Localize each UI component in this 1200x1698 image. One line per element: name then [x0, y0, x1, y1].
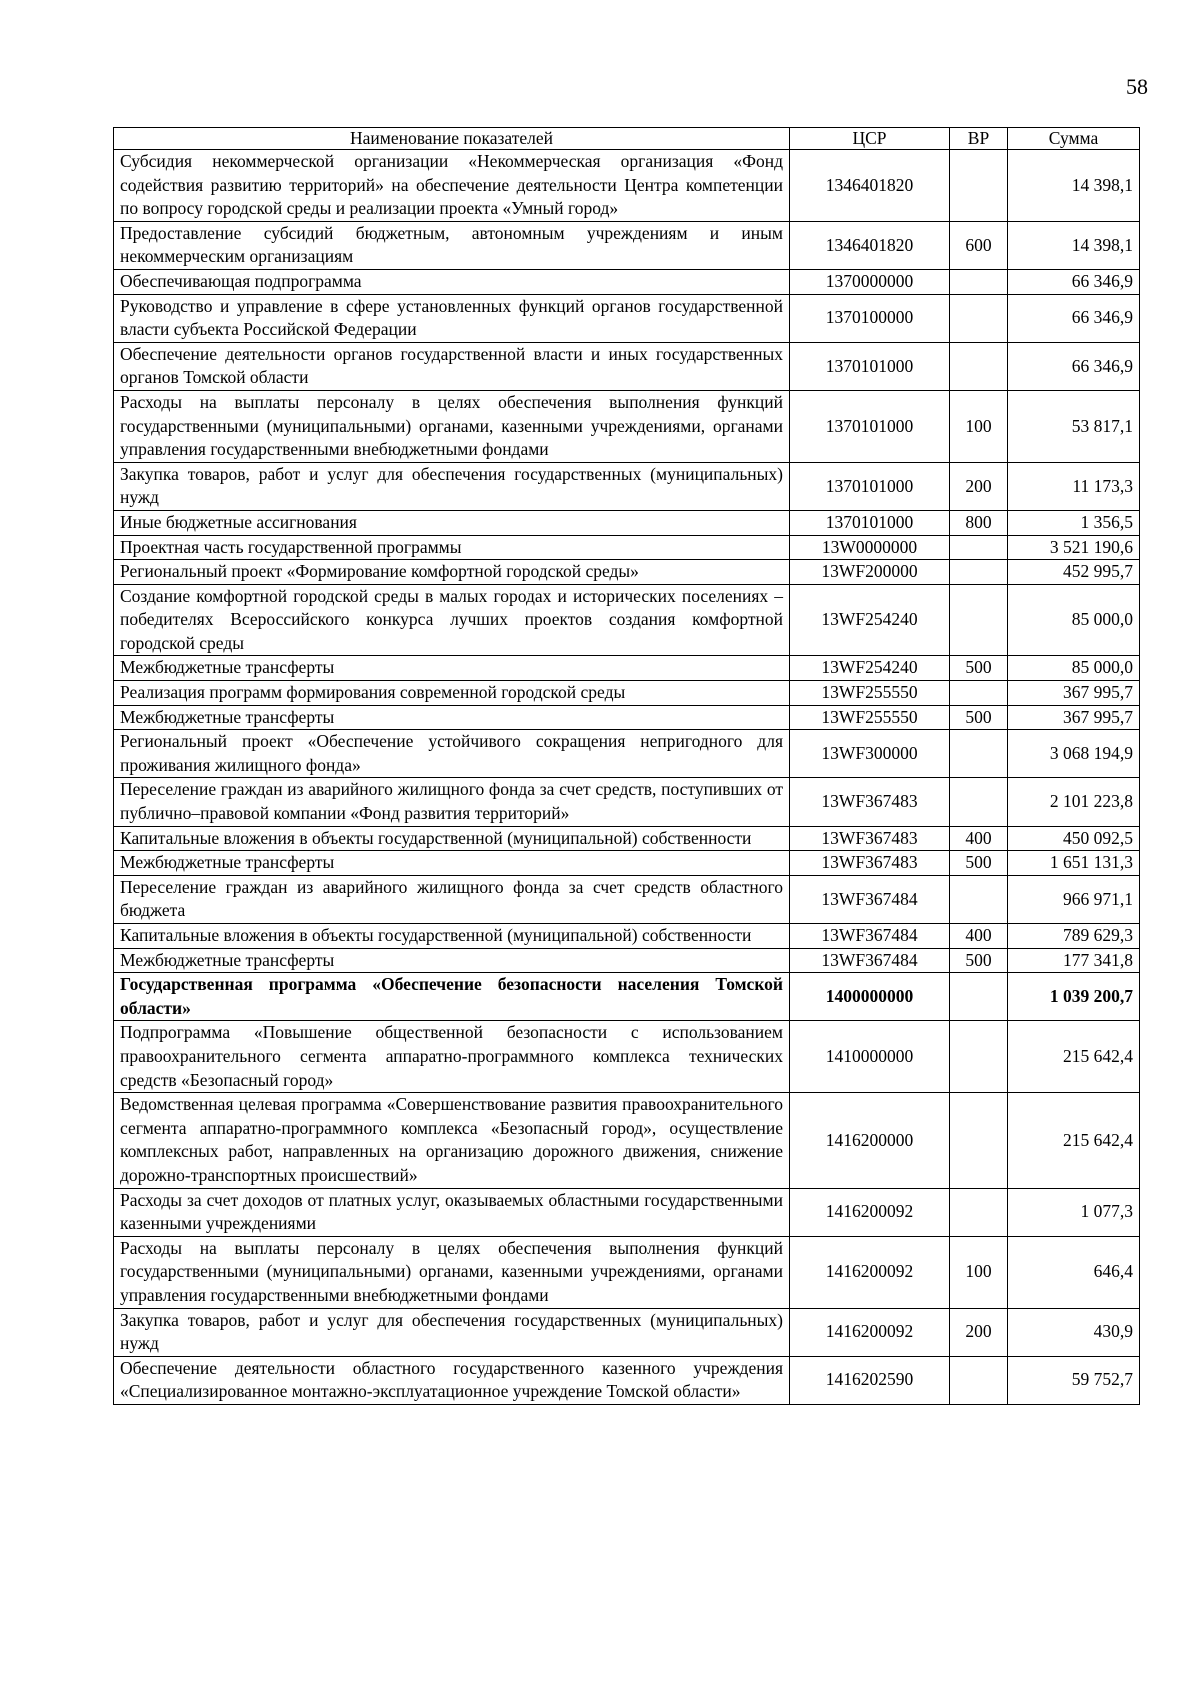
row-name: Предоставление субсидий бюджетным, автономным учреждениям и иным некоммерческим организациям: [114, 221, 790, 269]
row-name: Расходы на выплаты персоналу в целях обеспечения выполнения функций государственными (муниципальными) органами, казенными учреждениями, органами управления государственными внебюджетными фондами: [114, 1236, 790, 1308]
row-csr: 13WF367483: [790, 826, 950, 851]
row-name: Иные бюджетные ассигнования: [114, 510, 790, 535]
row-sum: 85 000,0: [1008, 584, 1140, 656]
row-sum: 789 629,3: [1008, 924, 1140, 949]
row-sum: 430,9: [1008, 1308, 1140, 1356]
row-vr: [950, 730, 1008, 778]
row-csr: 1370101000: [790, 510, 950, 535]
row-vr: [950, 778, 1008, 826]
row-csr: 1370000000: [790, 269, 950, 294]
table-row: [114, 510, 1140, 535]
row-name: Закупка товаров, работ и услуг для обеспечения государственных (муниципальных) нужд: [114, 462, 790, 510]
table-row: [114, 1021, 1140, 1093]
row-vr: 400: [950, 924, 1008, 949]
row-sum: 966 971,1: [1008, 875, 1140, 923]
row-sum: 177 341,8: [1008, 948, 1140, 973]
row-csr: 1370101000: [790, 462, 950, 510]
row-name: Расходы на выплаты персоналу в целях обеспечения выполнения функций государственными (муниципальными) органами, казенными учреждениями, органами управления государственными внебюджетными фондами: [114, 390, 790, 462]
table-row: [114, 1093, 1140, 1188]
row-sum: 14 398,1: [1008, 221, 1140, 269]
row-sum: 646,4: [1008, 1236, 1140, 1308]
row-sum: 59 752,7: [1008, 1356, 1140, 1404]
row-csr: 1346401820: [790, 221, 950, 269]
table-row: [114, 560, 1140, 585]
page-number: 58: [1126, 74, 1148, 99]
table-body: [114, 150, 1140, 1405]
row-sum: 3 521 190,6: [1008, 535, 1140, 560]
row-csr: 1416200000: [790, 1093, 950, 1188]
row-csr: 1370101000: [790, 390, 950, 462]
row-csr: 13WF254240: [790, 656, 950, 681]
row-name: Межбюджетные трансферты: [114, 948, 790, 973]
row-name: Подпрограмма «Повышение общественной безопасности с использованием правоохранительного сегмента аппаратно-программного комплекса технических средств «Безопасный город»: [114, 1021, 790, 1093]
row-vr: [950, 342, 1008, 390]
header-sum: Сумма: [1008, 128, 1140, 150]
table-row: [114, 778, 1140, 826]
row-name: Закупка товаров, работ и услуг для обеспечения государственных (муниципальных) нужд: [114, 1308, 790, 1356]
row-vr: 500: [950, 851, 1008, 876]
row-sum: 66 346,9: [1008, 269, 1140, 294]
row-csr: 13WF254240: [790, 584, 950, 656]
table-row: [114, 584, 1140, 656]
table-row: [114, 150, 1140, 222]
row-vr: [950, 560, 1008, 585]
table-row: [114, 851, 1140, 876]
row-vr: [950, 973, 1008, 1021]
row-name: Переселение граждан из аварийного жилищного фонда за счет средств, поступивших от публично–правовой компании «Фонд развития территорий»: [114, 778, 790, 826]
table-header-row: [114, 128, 1140, 150]
row-vr: [950, 1356, 1008, 1404]
row-vr: 100: [950, 1236, 1008, 1308]
header-name: Наименование показателей: [114, 128, 790, 150]
row-csr: 13WF367484: [790, 875, 950, 923]
row-name: Ведомственная целевая программа «Совершенствование развития правоохранительного сегмента аппаратно-программного комплекса «Безопасный город», осуществление комплексных работ, направленных на организацию дорожного движения, снижение дорожно-транспортных происшествий»: [114, 1093, 790, 1188]
table-row: [114, 705, 1140, 730]
table-row: [114, 948, 1140, 973]
row-name: Капитальные вложения в объекты государственной (муниципальной) собственности: [114, 826, 790, 851]
header-csr: ЦСР: [790, 128, 950, 150]
row-name: Обеспечение деятельности органов государственной власти и иных государственных органов Томской области: [114, 342, 790, 390]
row-name: Переселение граждан из аварийного жилищного фонда за счет средств областного бюджета: [114, 875, 790, 923]
row-name: Реализация программ формирования современной городской среды: [114, 681, 790, 706]
row-sum: 367 995,7: [1008, 681, 1140, 706]
row-sum: 1 077,3: [1008, 1188, 1140, 1236]
row-vr: [950, 269, 1008, 294]
row-name: Субсидия некоммерческой организации «Некоммерческая организация «Фонд содействия развитию территорий» на обеспечение деятельности Центра компетенции по вопросу городской среды и реализации проекта «Умный город»: [114, 150, 790, 222]
row-vr: 500: [950, 656, 1008, 681]
table-row: [114, 462, 1140, 510]
table-row: [114, 1236, 1140, 1308]
row-sum: 215 642,4: [1008, 1021, 1140, 1093]
row-sum: 1 651 131,3: [1008, 851, 1140, 876]
row-csr: 13WF367483: [790, 851, 950, 876]
row-csr: 1370100000: [790, 294, 950, 342]
row-name: Создание комфортной городской среды в малых городах и исторических поселениях – победителях Всероссийского конкурса лучших проектов создания комфортной городской среды: [114, 584, 790, 656]
row-vr: 400: [950, 826, 1008, 851]
row-vr: 800: [950, 510, 1008, 535]
row-vr: 100: [950, 390, 1008, 462]
table-row: [114, 656, 1140, 681]
row-csr: 13WF300000: [790, 730, 950, 778]
row-vr: [950, 584, 1008, 656]
table-row: [114, 875, 1140, 923]
row-vr: [950, 1021, 1008, 1093]
row-name: Государственная программа «Обеспечение безопасности населения Томской области»: [114, 973, 790, 1021]
row-name: Межбюджетные трансферты: [114, 656, 790, 681]
row-sum: 3 068 194,9: [1008, 730, 1140, 778]
row-vr: [950, 1093, 1008, 1188]
table-row: [114, 973, 1140, 1021]
row-csr: 13W0000000: [790, 535, 950, 560]
row-name: Расходы за счет доходов от платных услуг, оказываемых областными государственными казенными учреждениями: [114, 1188, 790, 1236]
row-vr: [950, 875, 1008, 923]
table-row: [114, 294, 1140, 342]
row-sum: 215 642,4: [1008, 1093, 1140, 1188]
table-row: [114, 681, 1140, 706]
row-name: Региональный проект «Формирование комфортной городской среды»: [114, 560, 790, 585]
header-vr: ВР: [950, 128, 1008, 150]
row-sum: 450 092,5: [1008, 826, 1140, 851]
row-vr: 200: [950, 462, 1008, 510]
table-row: [114, 826, 1140, 851]
row-name: Обеспечивающая подпрограмма: [114, 269, 790, 294]
row-vr: 500: [950, 948, 1008, 973]
row-vr: 200: [950, 1308, 1008, 1356]
row-vr: [950, 1188, 1008, 1236]
table-row: [114, 1188, 1140, 1236]
row-csr: 13WF367484: [790, 948, 950, 973]
row-vr: [950, 681, 1008, 706]
row-sum: 85 000,0: [1008, 656, 1140, 681]
table-row: [114, 1356, 1140, 1404]
row-csr: 13WF367484: [790, 924, 950, 949]
row-csr: 13WF367483: [790, 778, 950, 826]
table-row: [114, 390, 1140, 462]
table-row: [114, 535, 1140, 560]
row-vr: [950, 535, 1008, 560]
row-sum: 14 398,1: [1008, 150, 1140, 222]
row-vr: 500: [950, 705, 1008, 730]
row-name: Межбюджетные трансферты: [114, 851, 790, 876]
row-vr: 600: [950, 221, 1008, 269]
table-row: [114, 924, 1140, 949]
row-sum: 367 995,7: [1008, 705, 1140, 730]
row-sum: 1 039 200,7: [1008, 973, 1140, 1021]
row-csr: 1346401820: [790, 150, 950, 222]
row-vr: [950, 294, 1008, 342]
row-name: Региональный проект «Обеспечение устойчивого сокращения непригодного для проживания жилищного фонда»: [114, 730, 790, 778]
row-csr: 13WF255550: [790, 681, 950, 706]
row-name: Руководство и управление в сфере установленных функций органов государственной власти субъекта Российской Федерации: [114, 294, 790, 342]
row-csr: 1416200092: [790, 1308, 950, 1356]
row-csr: 1416200092: [790, 1236, 950, 1308]
row-sum: 66 346,9: [1008, 294, 1140, 342]
row-sum: 2 101 223,8: [1008, 778, 1140, 826]
table-row: [114, 342, 1140, 390]
row-csr: 1400000000: [790, 973, 950, 1021]
table-row: [114, 221, 1140, 269]
row-sum: 53 817,1: [1008, 390, 1140, 462]
row-name: Обеспечение деятельности областного государственного казенного учреждения «Специализированное монтажно-эксплуатационное учреждение Томской области»: [114, 1356, 790, 1404]
table-row: [114, 730, 1140, 778]
row-name: Проектная часть государственной программы: [114, 535, 790, 560]
row-csr: 1416202590: [790, 1356, 950, 1404]
table-row: [114, 1308, 1140, 1356]
row-vr: [950, 150, 1008, 222]
row-sum: 66 346,9: [1008, 342, 1140, 390]
table-row: [114, 269, 1140, 294]
row-csr: 1410000000: [790, 1021, 950, 1093]
row-csr: 1370101000: [790, 342, 950, 390]
row-name: Межбюджетные трансферты: [114, 705, 790, 730]
row-name: Капитальные вложения в объекты государственной (муниципальной) собственности: [114, 924, 790, 949]
row-sum: 11 173,3: [1008, 462, 1140, 510]
row-csr: 1416200092: [790, 1188, 950, 1236]
row-sum: 452 995,7: [1008, 560, 1140, 585]
row-csr: 13WF255550: [790, 705, 950, 730]
row-sum: 1 356,5: [1008, 510, 1140, 535]
budget-table: [113, 127, 1140, 1405]
row-csr: 13WF200000: [790, 560, 950, 585]
